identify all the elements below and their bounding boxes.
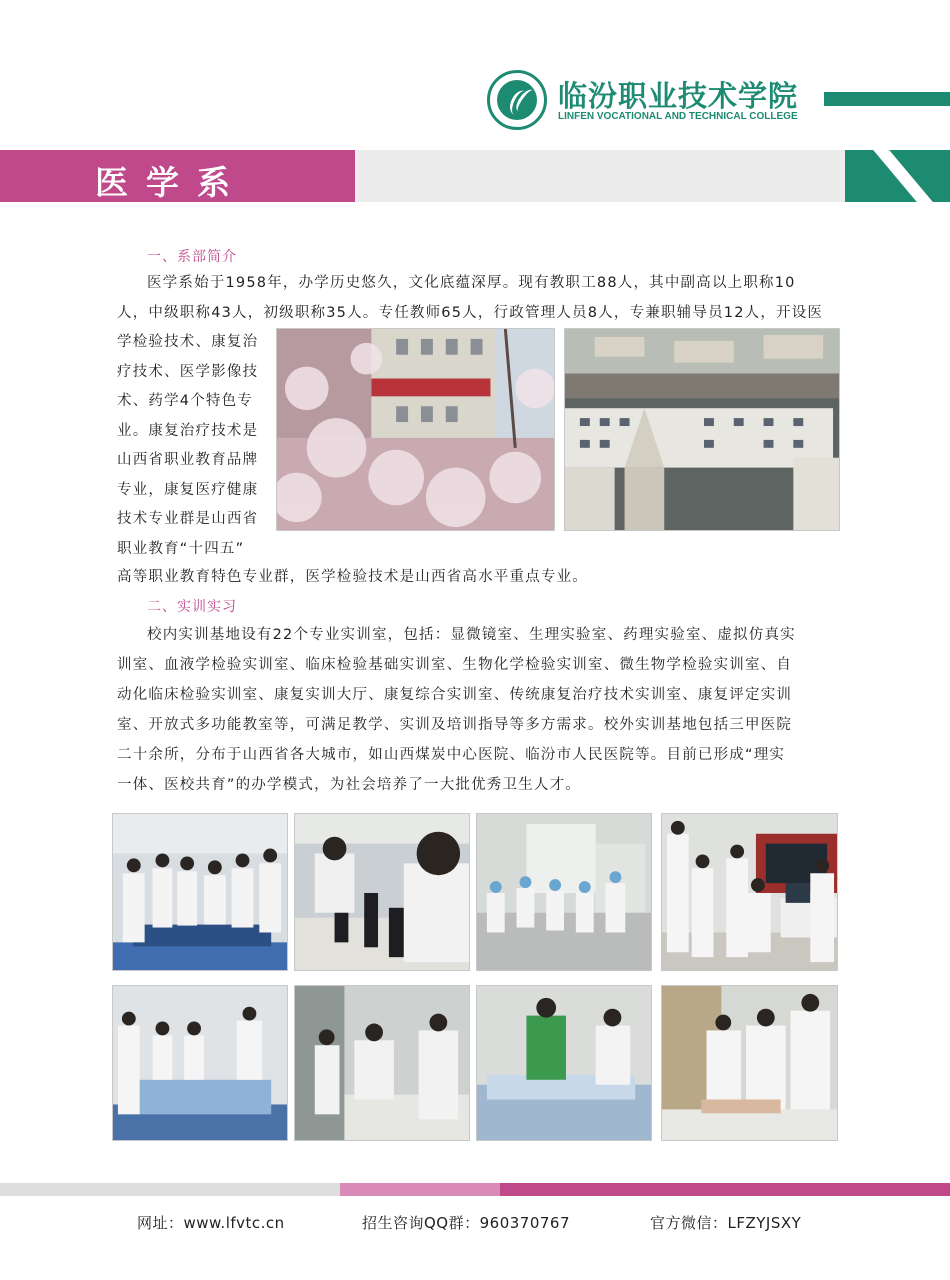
header-accent-bar	[824, 92, 950, 106]
section-heading-training: 二、实训实习	[147, 599, 237, 615]
training-photo-lab-cabinet	[476, 813, 652, 971]
text-line: 职业教育“十四五”	[117, 540, 245, 557]
college-logo	[487, 70, 547, 130]
text-line: 训室、血液学检验实训室、临床检验基础实训室、生物化学检验实训室、微生物学检验实训室、自	[117, 657, 793, 673]
text-line: 人，中级职称43人，初级职称35人。专任教师65人，行政管理人员8人，专兼职辅导员12人，开设医	[117, 305, 824, 321]
intro-paragraph-side	[117, 328, 258, 564]
training-paragraph-first	[147, 620, 796, 650]
training-photo-experiment	[294, 985, 470, 1141]
text-line: 医学系始于1958年，办学历史悠久，文化底蕴深厚。现有教职工88人，其中副高以上职称10	[147, 275, 796, 291]
footer-website: 网址：www.lfvtc.cn	[137, 1214, 285, 1232]
campus-blossom-photo	[276, 328, 555, 531]
text-line: 业。康复治疗技术是	[117, 422, 259, 439]
college-name-en: LINFEN VOCATIONAL AND TECHNICAL COLLEGE	[558, 111, 798, 122]
footer-wechat: 官方微信：LFZYJSXY	[650, 1214, 802, 1232]
text-line: 动化临床检验实训室、康复实训大厅、康复综合实训室、传统康复治疗技术实训室、康复评定实训	[117, 687, 793, 703]
text-line: 疗技术、医学影像技	[117, 363, 259, 380]
text-line: 高等职业教育特色专业群，医学检验技术是山西省高水平重点专业。	[117, 569, 588, 585]
training-photo-rehab-demo	[112, 813, 288, 971]
training-photo-first-aid	[661, 985, 838, 1141]
training-photo-patient-care	[476, 985, 652, 1141]
training-photo-rehab-hall	[112, 985, 288, 1141]
text-line: 校内实训基地设有22个专业实训室，包括：显微镜室、生理实验室、药理实验室、虚拟仿真实	[147, 627, 796, 643]
text-line: 专业，康复医疗健康	[117, 481, 259, 498]
intro-paragraph-top2	[117, 298, 823, 328]
intro-paragraph-end	[117, 562, 588, 592]
page-title: 医学系	[95, 163, 248, 202]
college-name-cn: 临汾职业技术学院	[558, 79, 799, 113]
footer-qq-group: 招生咨询QQ群：960370767	[362, 1214, 571, 1232]
footer-bar-pink	[500, 1183, 950, 1196]
text-line: 室、开放式多功能教室等，可满足教学、实训及培训指导等多方需求。校外实训基地包括三甲医院	[117, 717, 793, 733]
campus-aerial-photo	[564, 328, 840, 531]
text-line: 一体、医校共育”的办学模式，为社会培养了一大批优秀卫生人才。	[117, 777, 582, 793]
training-photo-microscope	[294, 813, 470, 971]
section-heading-intro: 一、系部简介	[147, 249, 237, 265]
logo-emblem-icon	[497, 80, 537, 120]
text-line: 技术专业群是山西省	[117, 511, 259, 527]
text-line: 学检验技术、康复治	[117, 334, 259, 350]
text-line: 二十余所，分布于山西省各大城市，如山西煤炭中心医院、临汾市人民医院等。目前已形成“理实	[117, 747, 786, 763]
footer-bar-light	[340, 1183, 500, 1196]
footer-bar-gray	[0, 1183, 340, 1196]
training-paragraph	[117, 650, 792, 800]
text-line: 术、药学4个特色专	[117, 393, 254, 409]
training-photo-imaging-room	[661, 813, 838, 971]
intro-paragraph-top	[147, 268, 796, 298]
text-line: 山西省职业教育品牌	[117, 452, 259, 468]
